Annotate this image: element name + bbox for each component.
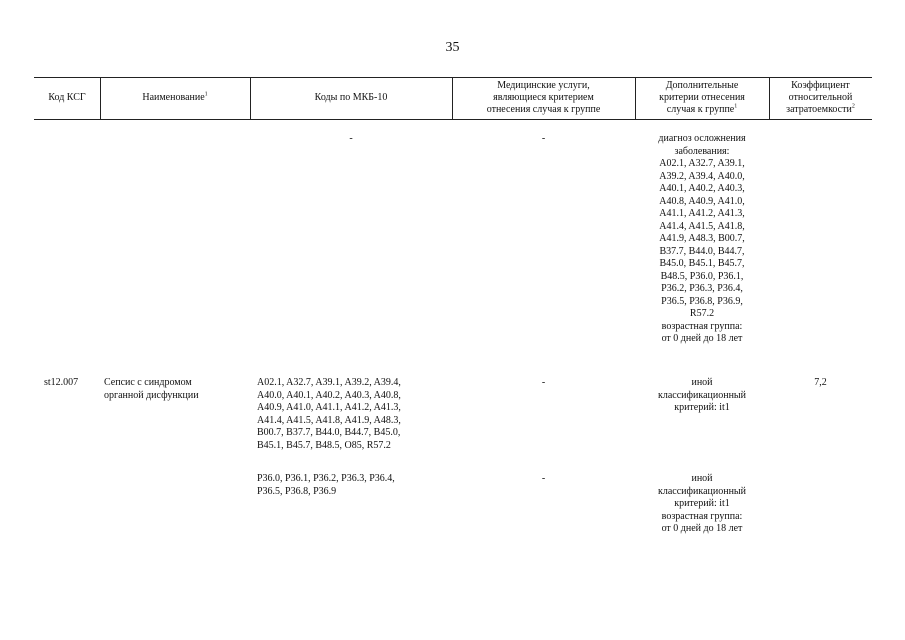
header-code [34, 77, 100, 119]
header-icd-text: Коды по МКБ-10 [314, 92, 388, 103]
header-icd [250, 77, 452, 119]
header-name-footnote: 1 [204, 91, 208, 98]
table-row-2-extra: иной классификационный критерий: it1 возрастная группа: от 0 дней до 18 лет [658, 473, 746, 534]
header-coef-footnote: 2 [851, 103, 855, 110]
table-row-1-services: - [541, 377, 546, 388]
table-header-bottom-border [34, 119, 872, 120]
header-extra-footnote: 1 [734, 103, 738, 110]
header-code-text: Код КСГ [48, 92, 86, 103]
table-row-0-icd: - [349, 133, 353, 144]
header-coef-text: Коэффициент относительной затратоемкости$^2$ [786, 80, 855, 115]
header-name-text: Наименование$^1$ [142, 91, 208, 103]
header-extra-text: Дополнительные критерии отнесения случая к группе$^1$ [659, 80, 745, 115]
table-row-0-extra: диагноз осложнения заболевания: A02.1, A32.7, A39.1, A39.2, A39.4, A40.0, A40.1, A40.2, A40.3, A40.8, A40.9, A41.0, A41.1, A41.2, A41.3, A41.4, A41.5, A41.8, A41.9, A48.3, B00.7, B37.7, B44.0, B44.7, B45.0, B45.1, B45.7, B48.5, P36.0, P36.1, P36.2, P36.3, P36.4, P36.5, P36.8, P36.9, R57.2 возрастная группа: от 0 дней до 18 лет [658, 133, 746, 344]
table-row-1-icd: A02.1, A32.7, A39.1, A39.2, A39.4, A40.0, A40.1, A40.2, A40.3, A40.8, A40.9, A41.0, A41.1, A41.2, A41.3, A41.4, A41.5, A41.8, A41.9, A48.3, B00.7, B37.7, B44.0, B44.7, B45.0, B45.1, B45.7, B48.5, O85, R57.2 [257, 377, 401, 451]
table-row-1-coef: 7,2 [814, 377, 827, 388]
table-row-1-code: st12.007 [44, 377, 79, 388]
table-row-1-extra: иной классификационный критерий: it1 [658, 377, 746, 413]
header-extra [635, 77, 769, 119]
table-row-2-icd: P36.0, P36.1, P36.2, P36.3, P36.4, P36.5, P36.8, P36.9 [257, 473, 395, 497]
table-row-2-services: - [541, 473, 546, 484]
header-name [100, 77, 250, 119]
table-row-0-services: - [541, 133, 546, 144]
header-coef [769, 77, 872, 119]
header-services [452, 77, 635, 119]
table-row-1-name: Сепсис с синдромом органной дисфункции [104, 377, 199, 401]
page-number: 35 [445, 40, 460, 55]
header-services-text: Медицинские услуги, являющиеся критерием отнесения случая к группе [486, 80, 601, 115]
